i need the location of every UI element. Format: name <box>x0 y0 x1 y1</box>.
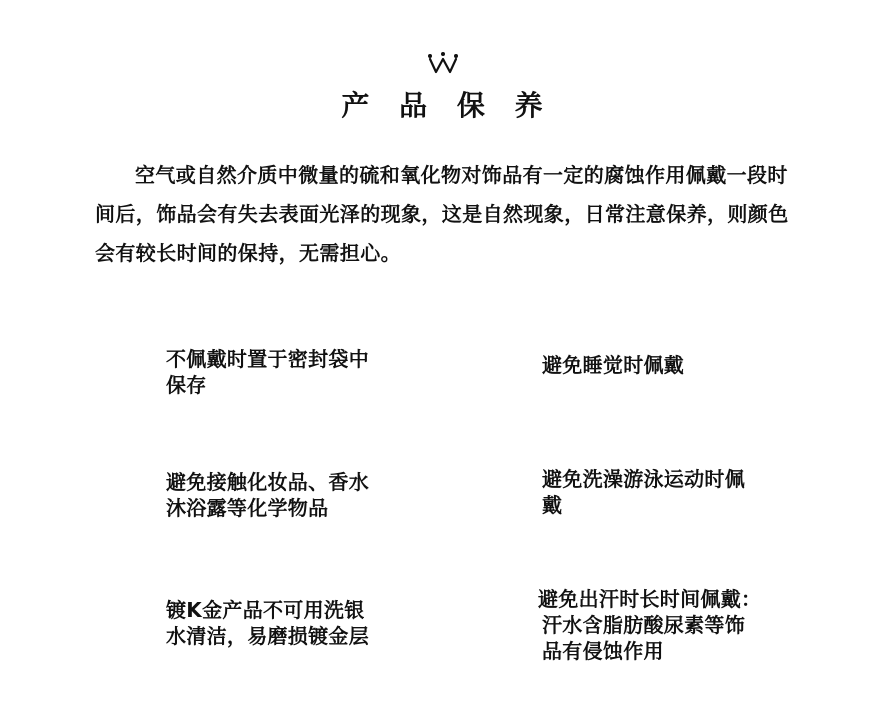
care-tip-line: 避免出汗时长时间佩戴： <box>538 587 762 611</box>
care-tip-line: 不佩戴时置于密封袋中 <box>166 347 369 371</box>
care-tip-line: 避免洗澡游泳运动时佩 <box>542 467 745 491</box>
care-tip-line: 避免接触化妆品、香水 <box>166 470 369 494</box>
care-tip-sweat <box>538 586 761 664</box>
care-tip-sealed-bag <box>166 346 369 398</box>
care-tip-line: 沐浴露等化学物品 <box>166 496 329 520</box>
crown-icon <box>427 50 459 76</box>
intro-paragraph: 空气或自然介质中微量的硫和氧化物对饰品有一定的腐蚀作用佩戴一段时间后，饰品会有失去表面光泽的现象，这是自然现象，日常注意保养，则颜色会有较长时间的保持，无需担心。 <box>95 163 789 265</box>
care-tip-cosmetics <box>166 469 369 521</box>
care-tip-gold-plating <box>166 597 369 649</box>
care-tip-line: 戴 <box>542 493 563 517</box>
care-tip-line: 品有侵蚀作用 <box>542 639 664 663</box>
care-tip-bathing <box>542 466 745 518</box>
care-tip-line: 镀K金产品不可用洗银 <box>166 598 365 622</box>
care-tip-line: 汗水含脂肪酸尿素等饰 <box>542 613 745 637</box>
care-tip-line: 避免睡觉时佩戴 <box>542 353 685 377</box>
care-tip-line: 保存 <box>166 373 207 397</box>
page-title: 产 品 保 养 <box>341 89 553 122</box>
care-tip-line: 水清洁，易磨损镀金层 <box>166 624 369 648</box>
care-tip-sleep <box>542 352 684 378</box>
